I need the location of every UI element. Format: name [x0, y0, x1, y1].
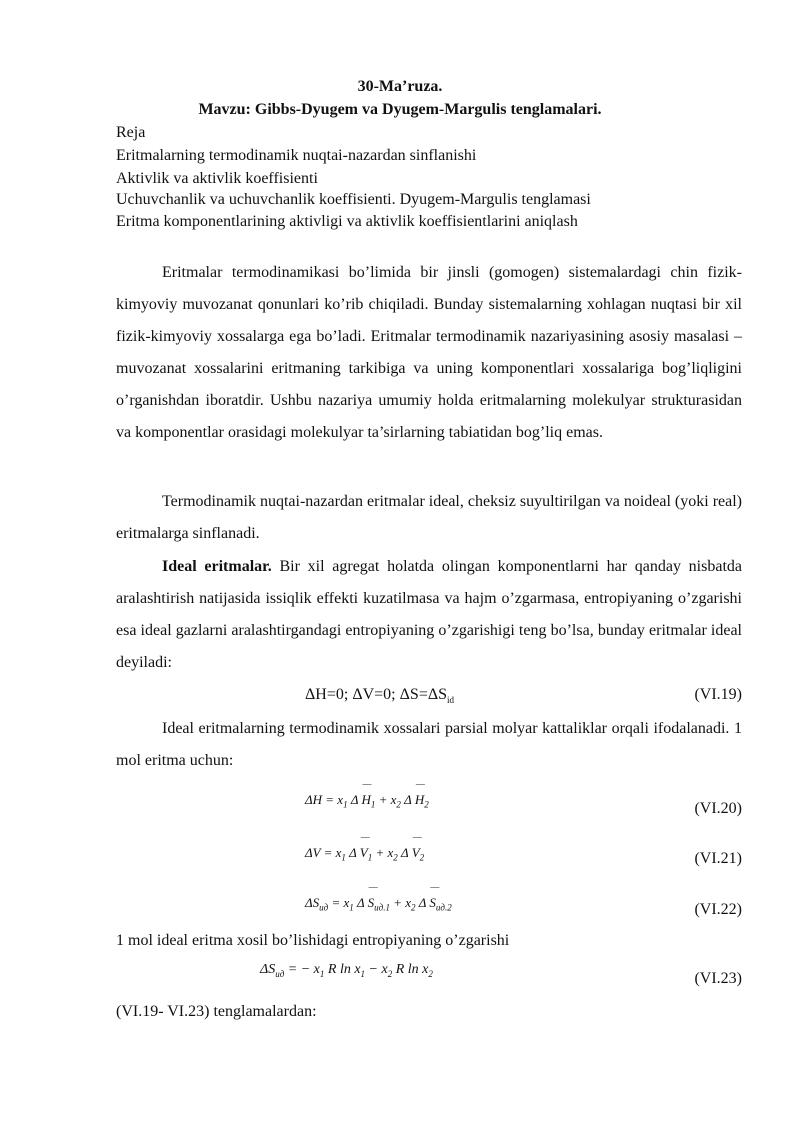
paragraph-text: Termodinamik nuqtai-nazardan eritmalar ideal, cheksiz suyultirilgan va noideal (yoki real) eritmalarga sinflanadi. — [116, 493, 742, 542]
paragraph-intro — [116, 257, 742, 449]
equation-number: (VI.23) — [694, 970, 742, 987]
paragraph-text: Bir xil agregat holatda olingan komponentlarni har qanday nisbatda aralashtirish natijasida issiqlik effekti kuzatilmasa va hajm o’zgarmasa, entropiyaning o’zgarishi esa ideal gazlarni aralashtirgandagi entropiyaning o’zgarishigi teng bo’lsa, bunday eritmalar ideal deyiladi: — [116, 558, 743, 671]
equation-number: (VI.19) — [694, 686, 742, 703]
plan-item: Eritmalarning termodinamik nuqtai-nazardan sinflanishi — [116, 147, 477, 164]
paragraph-text: Ideal eritmalarning termodinamik xossalari parsial molyar kattaliklar orqali ifodalanadi. 1 mol eritma uchun: — [116, 720, 742, 769]
paragraph-text: Eritmalar termodinamikasi bo’limida bir jinsli (gomogen) sistemalardagi chin fizik-kimyoviy muvozanat qonunlari ko’rib chiqiladi. Bunday sistemalarning xohlagan nuqtasi bir xil fizik-kimyoviy xossalarga ega bo’ladi. Eritmalar termodinamik nazariyasining asosiy masalasi – muvozanat xossalarini eritmaning tarkibiga va uning komponentlari xossalariga bog’liqligini o’rganishdan iboratdir. Ushbu nazariya umumiy holda eritmalarning molekulyar strukturasidan va komponentlar orasidagi molekulyar ta’sirlarning tabiatidan bog’liq emas. — [116, 264, 742, 441]
lecture-title: 30-Ma’ruza. — [357, 78, 443, 95]
paragraph-classification — [116, 486, 742, 550]
equation-vi22: $\Delta S_{ид} = x_1$ Δ ― $S_{ид.1} + x_2$ Δ ― $S_{ид.2}$ — [305, 895, 452, 913]
ideal-solutions-heading: Ideal eritmalar. — [162, 558, 272, 575]
paragraph-partial-molar — [116, 713, 742, 777]
equation-number: (VI.21) — [694, 850, 742, 867]
equation-vi23: $\Delta S_{ид}$ = − $x_1$ R $\ln x_1 - x_2$ R $\ln x_2$ — [260, 962, 433, 979]
paragraph-entropy-change: 1 mol ideal eritma xosil bo’lishidagi entropiyaning o’zgarishi — [116, 932, 510, 949]
equation-number: (VI.20) — [694, 800, 742, 817]
plan-item: Aktivlik va aktivlik koeffisienti — [116, 170, 318, 187]
paragraph-from-equations: (VI.19- VI.23) tenglamalardan: — [116, 1003, 317, 1020]
paragraph-ideal-solutions — [116, 551, 742, 679]
equation-vi21: $\Delta V = x_1$ Δ ― $V_1 + x_2$ Δ ― $V_2$ — [305, 845, 424, 863]
equation-vi19: ΔH=0; ΔV=0; $\Delta S=\Delta S_{id}$ — [305, 686, 455, 706]
equation-vi20: $\Delta H = x_1$ Δ ― $H_1 + x_2$ Δ ― $H_2$ — [305, 792, 429, 810]
plan-item: Eritma komponentlarining aktivligi va aktivlik koeffisientlarini aniqlash — [116, 213, 578, 230]
plan-item: Uchuvchanlik va uchuvchanlik koeffisienti. Dyugem-Margulis tenglamasi — [116, 191, 591, 208]
lecture-subtitle: Mavzu: Gibbs-Dyugem va Dyugem-Margulis tenglamalari. — [198, 101, 602, 118]
plan-heading: Reja — [116, 124, 146, 141]
equation-number: (VI.22) — [694, 901, 742, 918]
